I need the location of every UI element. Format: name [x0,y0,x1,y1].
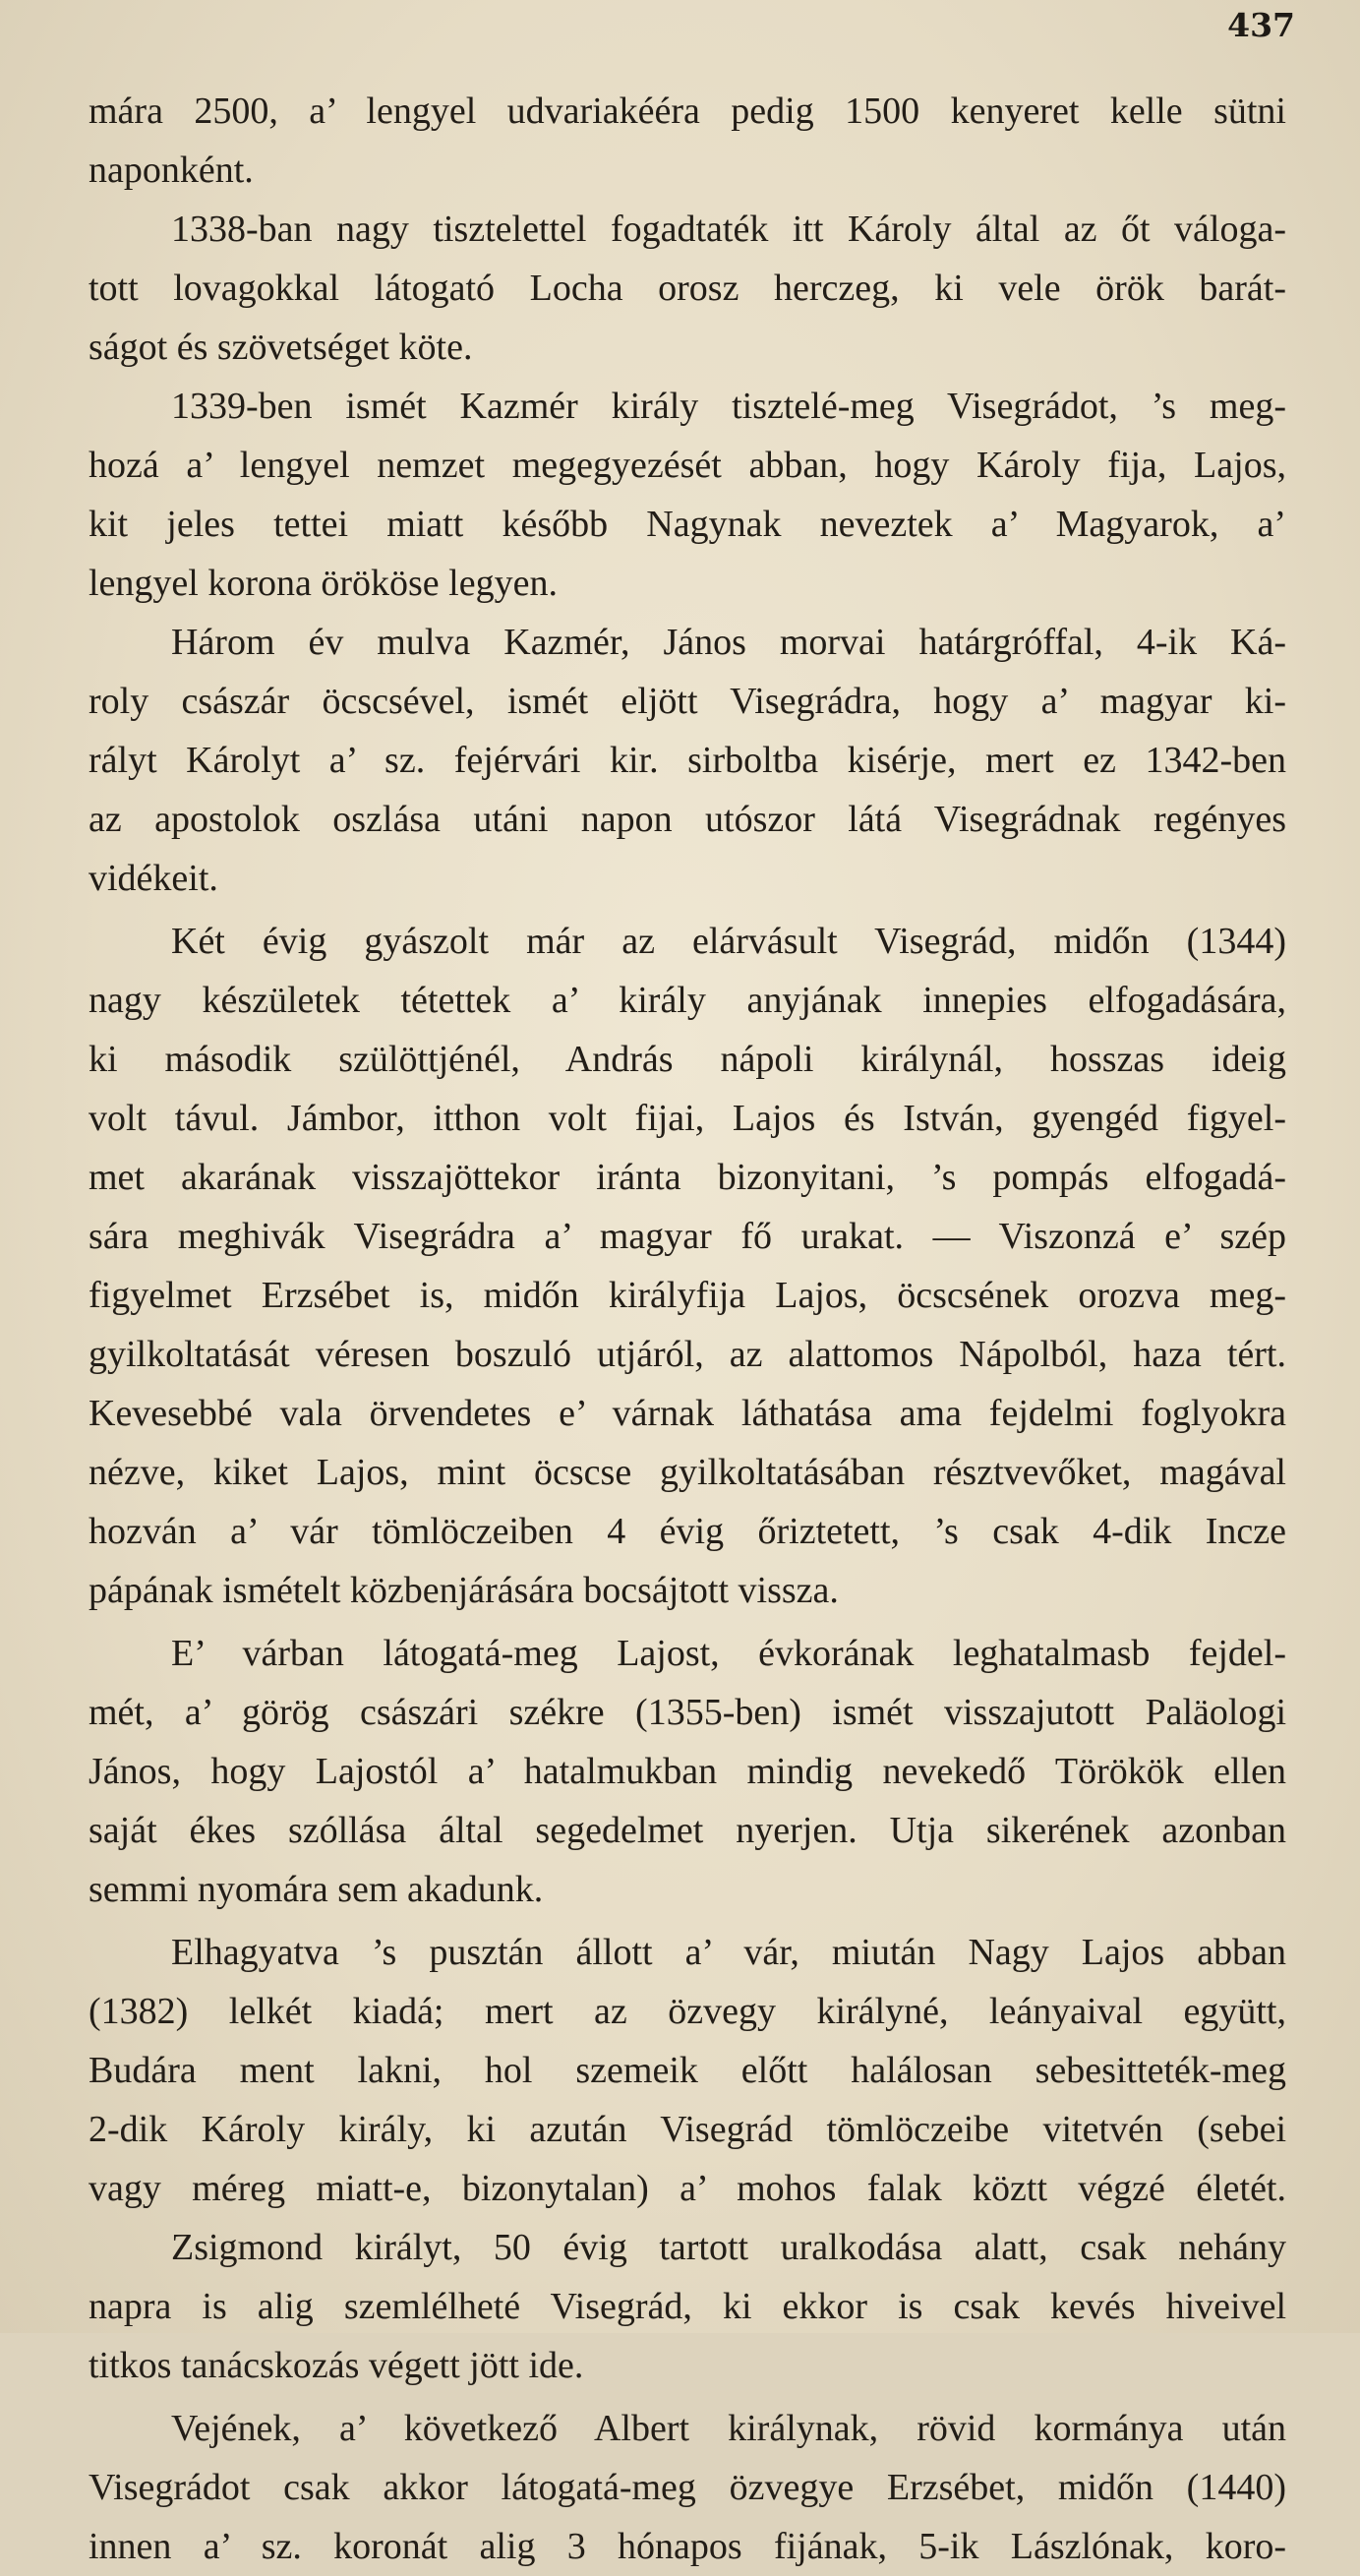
text-line: Visegrádot csak akkor látogatá-meg özvegye Erzsébet, midőn (1440) [89,2467,1286,2508]
text-line: hozá a’ lengyel nemzet megegyezését abban, hogy Károly fija, Lajos, [89,445,1286,486]
text-line: mára 2500, a’ lengyel udvariakééra pedig 1500 kenyeret kelle sütni [89,90,1286,132]
text-line: figyelmet Erzsébet is, midőn királyfija Lajos, öcscsének orozva meg- [89,1275,1286,1316]
text-line: Zsigmond királyt, 50 évig tartott uralkodása alatt, csak nehány [171,2227,1286,2268]
text-line: Kevesebbé vala örvendetes e’ várnak láthatása ama fejdelmi foglyokra [89,1393,1286,1434]
text-line: volt távul. Jámbor, itthon volt fijai, Lajos és István, gyengéd figyel- [89,1098,1286,1139]
text-line: E’ várban látogatá-meg Lajost, évkorának leghatalmasb fejdel- [171,1633,1286,1674]
text-line: kit jeles tettei miatt később Nagynak neveztek a’ Magyarok, a’ [89,504,1286,545]
text-line: lengyel korona örököse legyen. [89,563,558,604]
body-text [89,82,1286,2576]
text-line: János, hogy Lajostól a’ hatalmukban mindig nevekedő Törökök ellen [89,1751,1286,1792]
text-line: sára meghivák Visegrádra a’ magyar fő urakat. — Viszonzá e’ szép [89,1216,1286,1257]
text-line: (1382) lelkét kiadá; mert az özvegy királyné, leányaival együtt, [89,1991,1286,2032]
text-line: gyilkoltatását véresen boszuló utjáról, az alattomos Nápolból, haza tért. [89,1334,1286,1375]
text-line: rályt Károlyt a’ sz. fejérvári kir. sirboltba kisérje, mert ez 1342-ben [89,740,1286,781]
page-number: 437 [1227,6,1295,44]
text-line: Vejének, a’ következő Albert királynak, rövid kormánya után [171,2408,1286,2449]
text-line: met akarának visszajöttekor iránta bizonyitani, ’s pompás elfogadá- [89,1157,1286,1198]
text-line: hozván a’ vár tömlöczeiben 4 évig őriztetett, ’s csak 4-dik Incze [89,1511,1286,1552]
text-line: 1339-ben ismét Kazmér király tisztelé-meg Visegrádot, ’s meg- [171,386,1286,427]
text-line: Elhagyatva ’s pusztán állott a’ vár, miután Nagy Lajos abban [171,1932,1286,1973]
text-line: vagy méreg miatt-e, bizonytalan) a’ mohos falak köztt végzé életét. [89,2168,1286,2209]
text-line: nagy készületek tétettek a’ király anyjának innepies elfogadására, [89,980,1286,1021]
text-line: Budára ment lakni, hol szemeik előtt halálosan sebesitteték-meg [89,2050,1286,2091]
text-line: vidékeit. [89,858,218,899]
text-line: nézve, kiket Lajos, mint öcscse gyilkoltatásában résztvevőket, magával [89,1452,1286,1493]
text-line: titkos tanácskozás végett jött ide. [89,2345,584,2386]
text-line: ki második szülöttjénél, András nápoli királynál, hosszas ideig [89,1039,1286,1080]
text-line: mét, a’ görög császári székre (1355-ben) ismét visszajutott Paläologi [89,1692,1286,1733]
text-line: Két évig gyászolt már az elárvásult Visegrád, midőn (1344) [171,921,1286,962]
text-line: pápának ismételt közbenjárására bocsájtott vissza. [89,1570,839,1611]
text-line: tott lovagokkal látogató Locha orosz herczeg, ki vele örök barát- [89,268,1286,309]
text-line: 2-dik Károly király, ki azután Visegrád tömlöczeibe vitetvén (sebei [89,2109,1286,2150]
text-line: roly császár öcscsével, ismét eljött Visegrádra, hogy a’ magyar ki- [89,681,1286,722]
text-line: naponként. [89,150,254,191]
text-line: semmi nyomára sem akadunk. [89,1869,544,1910]
text-line: ságot és szövetséget köte. [89,327,473,368]
text-line: saját ékes szóllása által segedelmet nyerjen. Utja sikerének azonban [89,1810,1286,1851]
text-line: 1338-ban nagy tisztelettel fogadtaték itt Károly által az őt váloga- [171,209,1286,250]
text-line: innen a’ sz. koronát alig 3 hónapos fijának, 5-ik Lászlónak, koro- [89,2526,1286,2567]
text-line: Három év mulva Kazmér, János morvai határgróffal, 4-ik Ká- [171,622,1286,663]
text-line: az apostolok oszlása utáni napon utószor látá Visegrádnak regényes [89,799,1286,840]
text-line: napra is alig szemlélheté Visegrád, ki ekkor is csak kevés hiveivel [89,2286,1286,2327]
